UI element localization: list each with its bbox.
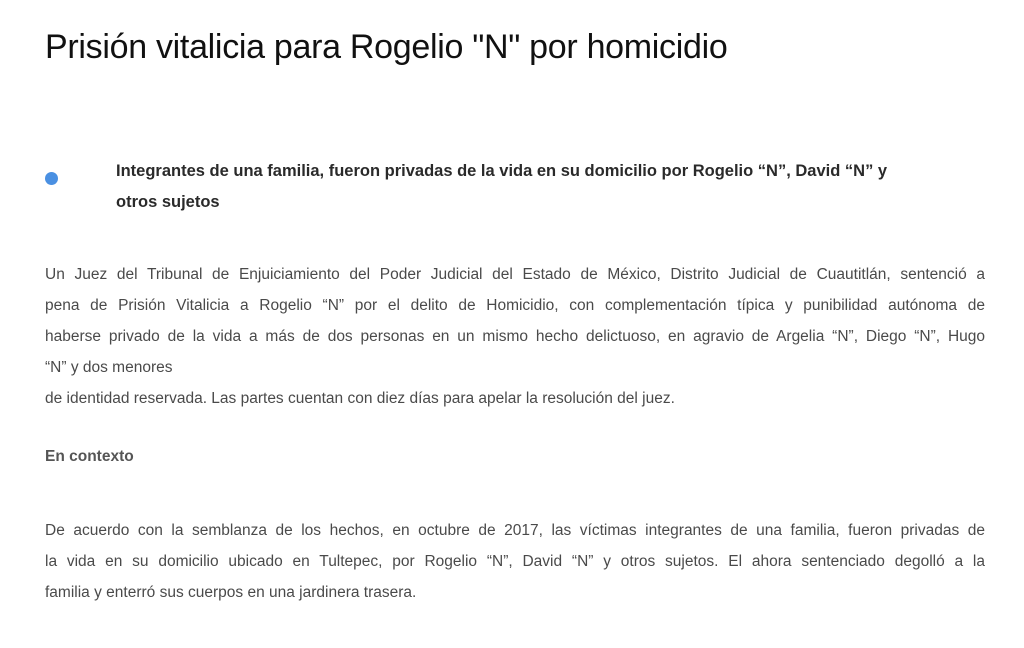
paragraph-line: la vida en su domicilio ubicado en Tultepec, por Rogelio “N”, David “N” y otros sujetos. El ahora sentenciado degolló a la bbox=[45, 553, 985, 570]
paragraph-line: pena de Prisión Vitalicia a Rogelio “N” por el delito de Homicidio, con complementación típica y punibilidad autónoma de bbox=[45, 297, 985, 314]
paragraph-line: De acuerdo con la semblanza de los hechos, en octubre de 2017, las víctimas integrantes de una familia, fueron privadas de bbox=[45, 522, 985, 539]
paragraph-line: de identidad reservada. Las partes cuentan con diez días para apelar la resolución del juez. bbox=[45, 390, 675, 407]
highlight-line: Integrantes de una familia, fueron privadas de la vida en su domicilio por Rogelio “N”, David “N” y bbox=[116, 162, 888, 180]
bullet-dot-icon bbox=[45, 172, 58, 185]
paragraph-line: “N” y dos menores bbox=[45, 359, 173, 376]
paragraph-line: familia y enterró sus cuerpos en una jardinera trasera. bbox=[45, 584, 417, 601]
section-subheading: En contexto bbox=[45, 448, 134, 465]
body-paragraph-1 bbox=[45, 259, 985, 414]
body-paragraph-2 bbox=[45, 515, 985, 608]
page-title: Prisión vitalicia para Rogelio "N" por homicidio bbox=[45, 28, 728, 66]
paragraph-line: Un Juez del Tribunal de Enjuiciamiento del Poder Judicial del Estado de México, Distrito Judicial de Cuautitlán, sentenció a bbox=[45, 266, 985, 283]
highlight-line: otros sujetos bbox=[116, 193, 220, 211]
paragraph-line: haberse privado de la vida a más de dos personas en un mismo hecho delictuoso, en agravio de Argelia “N”, Diego “N”, Hugo bbox=[45, 328, 985, 345]
highlight-bullet-text bbox=[116, 156, 986, 218]
